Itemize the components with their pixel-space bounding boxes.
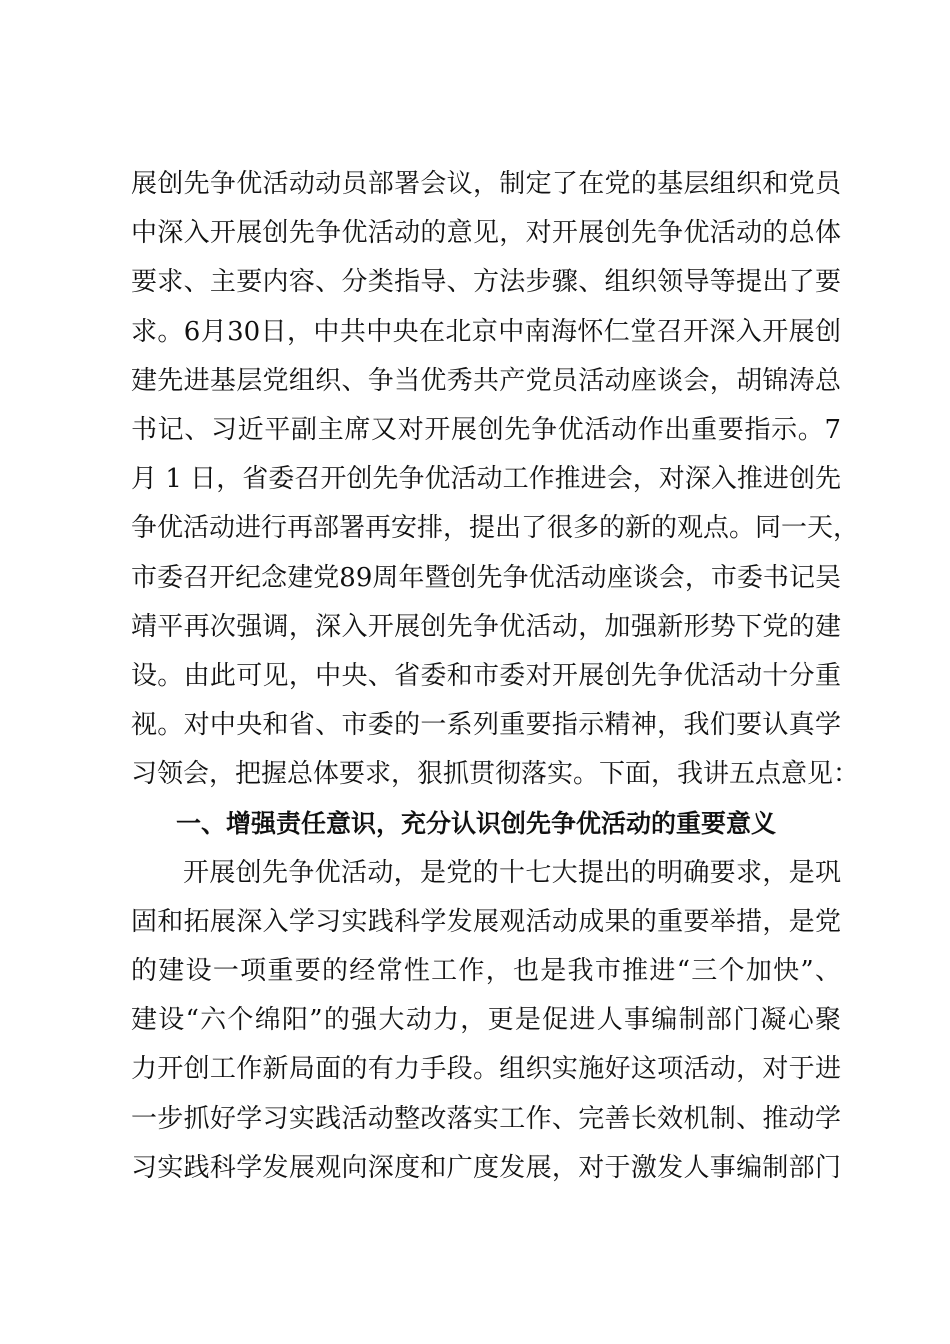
- body-line: 设。由此可见，中央、省委和市委对开展创先争优活动十分重: [131, 660, 841, 691]
- body-line: 展创先争优活动动员部署会议，制定了在党的基层组织和党员: [131, 169, 841, 199]
- body-line: 月 1 日，省委召开创先争优活动工作推进会，对深入推进创先: [131, 464, 841, 495]
- body-line: 的建设一项重要的经常性工作，也是我市推进“三个加快”、: [131, 956, 841, 986]
- body-line: 要求、主要内容、分类指导、方法步骤、组织领导等提出了要: [131, 267, 841, 298]
- body-line: 视。对中央和省、市委的一系列重要指示精神，我们要认真学: [131, 710, 841, 741]
- body-line: 中深入开展创先争优活动的意见，对开展创先争优活动的总体: [131, 218, 841, 249]
- body-line: 书记、习近平副主席又对开展创先争优活动作出重要指示。7: [131, 414, 841, 445]
- body-line: 建设“六个绵阳”的强大动力，更是促进人事编制部门凝心聚: [131, 1005, 841, 1036]
- body-line: 固和拓展深入学习实践科学发展观活动成果的重要举措，是党: [131, 906, 841, 937]
- body-line: 靖平再次强调，深入开展创先争优活动，加强新形势下党的建: [131, 611, 841, 642]
- paragraph-first-line: 开展创先争优活动，是党的十七大提出的明确要求，是巩: [183, 857, 841, 888]
- body-line: 习领会，把握总体要求，狠抓贯彻落实。下面，我讲五点意见：: [131, 759, 860, 790]
- body-line: 市委召开纪念建党89周年暨创先争优活动座谈会，市委书记吴: [131, 562, 841, 593]
- body-line: 求。6月30日，中共中央在北京中南海怀仁堂召开深入开展创: [131, 316, 841, 347]
- section-heading: 一、增强责任意识，充分认识创先争优活动的重要意义: [176, 809, 777, 839]
- body-line: 争优活动进行再部署再安排，提出了很多的新的观点。同一天，: [131, 513, 860, 544]
- document-body: [131, 160, 860, 1193]
- body-line: 力开创工作新局面的有力手段。组织实施好这项活动，对于进: [131, 1054, 841, 1085]
- body-line: 一步抓好学习实践活动整改落实工作、完善长效机制、推动学: [131, 1103, 841, 1134]
- body-line: 建先进基层党组织、争当优秀共产党员活动座谈会，胡锦涛总: [131, 365, 841, 396]
- body-line: 习实践科学发展观向深度和广度发展，对于激发人事编制部门: [131, 1152, 841, 1183]
